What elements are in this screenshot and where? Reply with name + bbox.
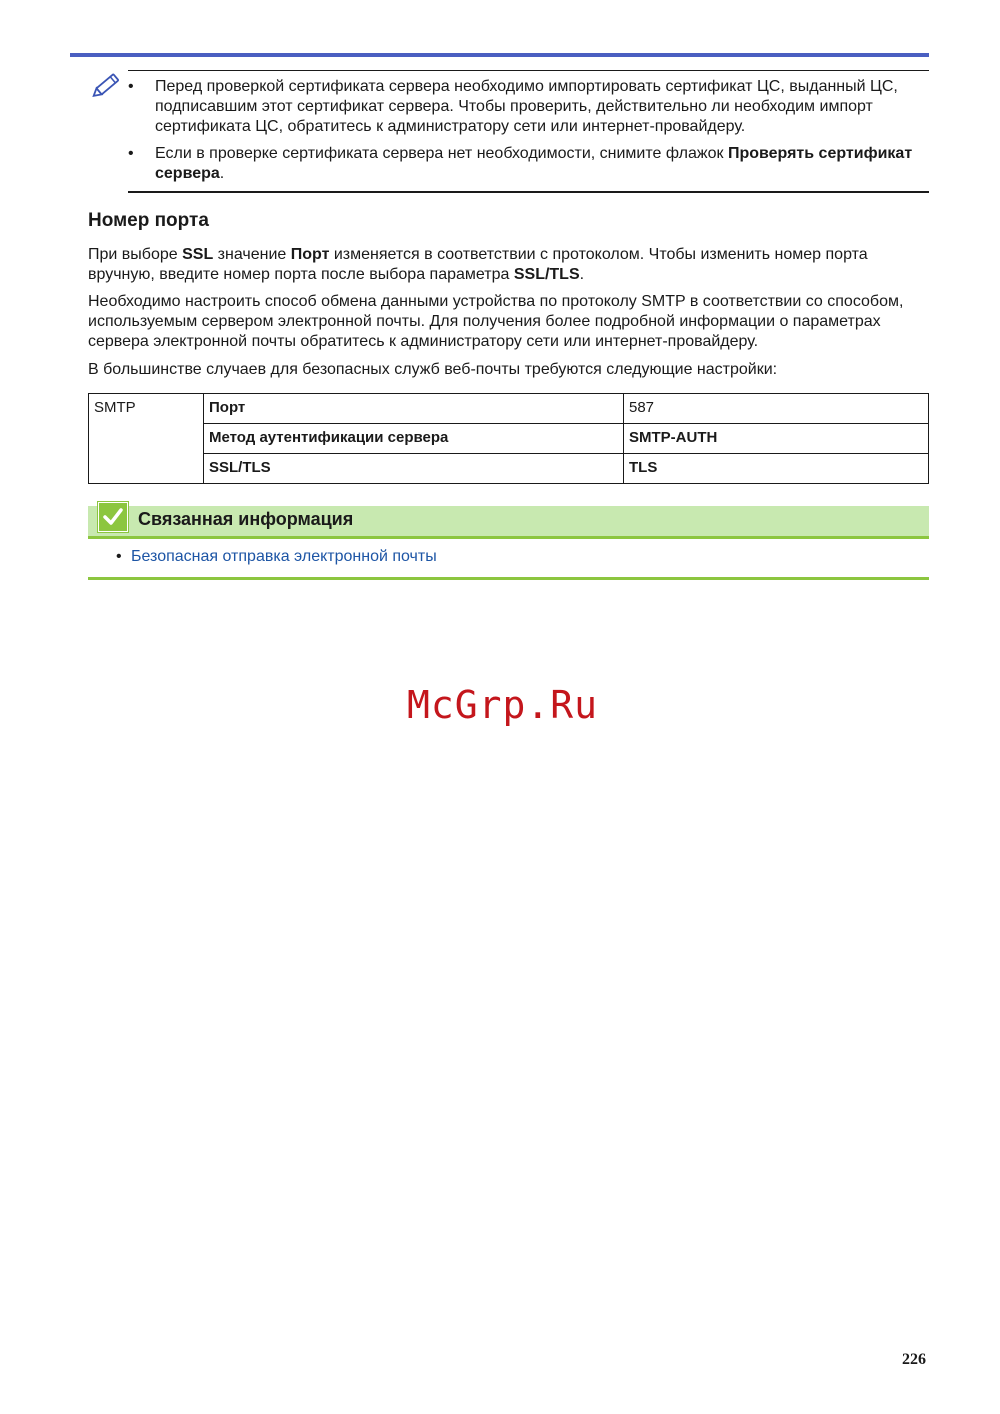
- bullet: •: [116, 548, 122, 565]
- checkmark-icon: [98, 502, 128, 532]
- related-list: [88, 547, 929, 567]
- port-paragraph: [88, 245, 928, 285]
- text-run: изменяется в соответствии с протоколом. Чтобы изменить номер порта вручную, введите номер порта после выбора параметра: [88, 246, 868, 283]
- checkmark-glyph: [99, 503, 127, 531]
- text-run: значение: [213, 246, 291, 263]
- note-item-text: .: [219, 165, 225, 182]
- table-setting-cell: Метод аутентификации сервера: [204, 424, 624, 454]
- ssl-term: SSL: [182, 246, 214, 263]
- port-term: Порт: [290, 246, 330, 263]
- table-setting-cell: Порт: [204, 394, 624, 424]
- table-group-cell: SMTP: [89, 394, 204, 484]
- table-row: [89, 424, 929, 454]
- table-setting-cell: SSL/TLS: [204, 454, 624, 484]
- note-item-text: Если в проверке сертификата сервера нет необходимости, снимите флажок: [155, 145, 728, 162]
- pencil-icon: [92, 66, 126, 100]
- smtp-paragraph: Необходимо настроить способ обмена данными устройства по протоколу SMTP в соответствии со способом, используемым сервером электронной почты. Для получения более подробной информации о параметрах сервера электронной почты обратитесь к администратору сети или интернет-провайдеру.: [88, 293, 904, 350]
- related-info-title: Связанная информация: [138, 509, 354, 529]
- note-item-uncheck: [128, 144, 929, 184]
- related-bottom-rule: [88, 577, 929, 580]
- page-number: 226: [902, 1351, 926, 1368]
- text-run: .: [579, 266, 585, 283]
- note-list: [128, 77, 929, 184]
- table-row: [89, 394, 929, 424]
- settings-table: [88, 393, 929, 484]
- table-value-cell: SMTP-AUTH: [624, 424, 929, 454]
- note-item-text: Перед проверкой сертификата сервера необходимо импортировать сертификат ЦС, выданный ЦС, подписавшим этот сертификат сервера. Чтобы проверить, действительно ли необходим импорт сертификата ЦС, обратитесь к администратору сети или интернет-провайдеру.: [155, 78, 898, 135]
- table-value-cell: 587: [624, 394, 929, 424]
- section-title: Номер порта: [88, 210, 209, 231]
- related-info-header: [88, 506, 929, 539]
- note-item-import-ca: [128, 77, 929, 137]
- secure-email-link[interactable]: Безопасная отправка электронной почты: [131, 548, 437, 565]
- table-row: [89, 454, 929, 484]
- verify-certificate-option: Проверять сертификат сервера: [155, 145, 913, 182]
- ssl-tls-term: SSL/TLS: [513, 266, 580, 283]
- watermark: McGrp.Ru: [407, 683, 599, 727]
- table-value-cell: TLS: [624, 454, 929, 484]
- text-run: При выборе: [88, 246, 183, 263]
- top-rule: [70, 53, 929, 57]
- note-body: [128, 70, 929, 193]
- webmail-paragraph: В большинстве случаев для безопасных служб веб-почты требуются следующие настройки:: [88, 361, 778, 378]
- list-item: [88, 547, 929, 567]
